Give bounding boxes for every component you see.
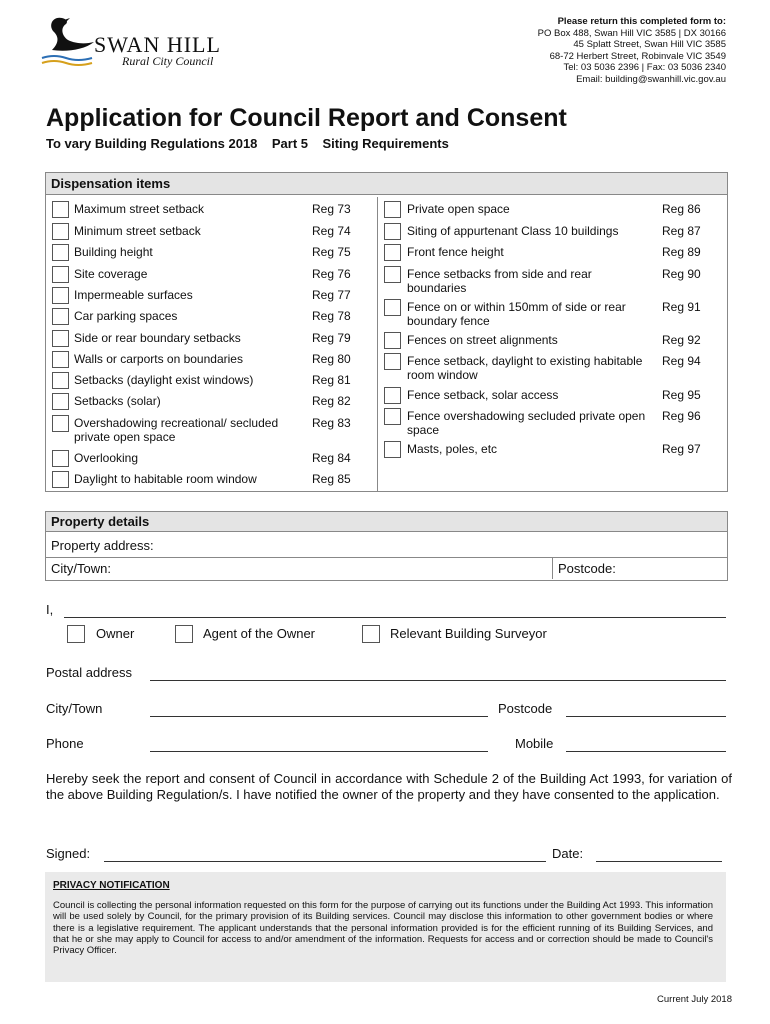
dispensation-item-checkbox[interactable] xyxy=(384,441,401,458)
dispensation-item-checkbox[interactable] xyxy=(52,415,69,432)
dispensation-item-checkbox[interactable] xyxy=(52,330,69,347)
applicant-postcode-line[interactable] xyxy=(566,716,726,717)
dispensation-item-reg: Reg 89 xyxy=(662,245,701,259)
dispensation-item-checkbox[interactable] xyxy=(52,450,69,467)
dispensation-item-reg: Reg 82 xyxy=(312,394,351,408)
contact-heading: Please return this completed form to: xyxy=(557,16,726,27)
dispensation-item-reg: Reg 81 xyxy=(312,373,351,387)
dispensation-item-checkbox[interactable] xyxy=(384,332,401,349)
dispensation-item-label: Private open space xyxy=(407,202,510,216)
contact-line: Tel: 03 5036 2396 | Fax: 03 5036 2340 xyxy=(563,62,726,73)
dispensation-item-label: Walls or carports on boundaries xyxy=(74,352,243,366)
dispensation-item-checkbox[interactable] xyxy=(52,351,69,368)
dispensation-item-reg: Reg 84 xyxy=(312,451,351,465)
dispensation-item-label: Minimum street setback xyxy=(74,224,201,238)
dispensation-item-reg: Reg 95 xyxy=(662,388,701,402)
dispensation-item-reg: Reg 78 xyxy=(312,309,351,323)
property-section xyxy=(45,511,728,581)
applicant-name-label: I, xyxy=(46,602,54,617)
dispensation-item-reg: Reg 75 xyxy=(312,245,351,259)
property-header: Property details xyxy=(46,512,727,532)
dispensation-item-checkbox[interactable] xyxy=(52,244,69,261)
dispensation-item-checkbox[interactable] xyxy=(384,266,401,283)
mobile-line[interactable] xyxy=(566,751,726,752)
dispensation-item-label: Daylight to habitable room window xyxy=(74,472,257,486)
contact-line: Email: building@swanhill.vic.gov.au xyxy=(576,73,726,85)
dispensation-header: Dispensation items xyxy=(46,173,727,195)
dispensation-item-reg: Reg 85 xyxy=(312,472,351,486)
page-title: Application for Council Report and Consent xyxy=(46,104,567,132)
privacy-heading: PRIVACY NOTIFICATION xyxy=(53,880,170,891)
dispensation-item-reg: Reg 73 xyxy=(312,202,351,216)
postal-address-label: Postal address xyxy=(46,665,132,680)
dispensation-item-checkbox[interactable] xyxy=(384,201,401,218)
dispensation-item-checkbox[interactable] xyxy=(52,372,69,389)
dispensation-item-reg: Reg 87 xyxy=(662,224,701,238)
contact-line: 68-72 Herbert Street, Robinvale VIC 3549 xyxy=(549,50,726,62)
dispensation-item-checkbox[interactable] xyxy=(384,387,401,404)
dispensation-item-label: Front fence height xyxy=(407,245,504,259)
dispensation-item-checkbox[interactable] xyxy=(52,308,69,325)
dispensation-item-label: Maximum street setback xyxy=(74,202,205,216)
applicant-name-line[interactable] xyxy=(64,617,726,618)
dispensation-item-label: Masts, poles, etc xyxy=(407,442,498,456)
dispensation-item-label: Setbacks (daylight exist windows) xyxy=(74,373,254,387)
phone-line[interactable] xyxy=(150,751,488,752)
dispensation-item-checkbox[interactable] xyxy=(384,299,401,316)
dispensation-item-reg: Reg 80 xyxy=(312,352,351,366)
dispensation-item-label: Building height xyxy=(74,245,153,259)
privacy-notification xyxy=(45,872,726,982)
dispensation-item-checkbox[interactable] xyxy=(52,266,69,283)
agent-label: Agent of the Owner xyxy=(203,626,316,641)
dispensation-item-checkbox[interactable] xyxy=(52,471,69,488)
dispensation-item-label: Fence setbacks from side and rear boundaries xyxy=(407,267,592,295)
dispensation-item-reg: Reg 86 xyxy=(662,202,701,216)
dispensation-item-checkbox[interactable] xyxy=(384,408,401,425)
mobile-label: Mobile xyxy=(515,736,554,751)
dispensation-item-reg: Reg 92 xyxy=(662,333,701,347)
dispensation-item-reg: Reg 94 xyxy=(662,354,701,368)
dispensation-item-label: Side or rear boundary setbacks xyxy=(74,331,241,345)
dispensation-item-checkbox[interactable] xyxy=(52,287,69,304)
dispensation-item-reg: Reg 96 xyxy=(662,409,701,423)
cell-divider xyxy=(552,557,553,579)
date-label: Date: xyxy=(552,846,584,861)
signature-line[interactable] xyxy=(104,861,546,862)
owner-checkbox[interactable] xyxy=(67,625,85,643)
page-subtitle: To vary Building Regulations 2018 Part 5 Siting Requirements xyxy=(46,136,449,151)
footer-date: Current July 2018 xyxy=(657,994,732,1005)
swan-icon xyxy=(40,14,100,68)
surveyor-checkbox[interactable] xyxy=(362,625,380,643)
dispensation-item-reg: Reg 90 xyxy=(662,267,701,281)
council-logo xyxy=(40,14,240,70)
column-divider xyxy=(377,197,378,491)
dispensation-item-reg: Reg 74 xyxy=(312,224,351,238)
applicant-city-label: City/Town xyxy=(46,701,103,716)
signed-label: Signed: xyxy=(46,846,91,861)
dispensation-item-checkbox[interactable] xyxy=(52,223,69,240)
dispensation-item-label: Setbacks (solar) xyxy=(74,394,161,408)
dispensation-item-reg: Reg 83 xyxy=(312,416,351,430)
dispensation-item-checkbox[interactable] xyxy=(384,244,401,261)
dispensation-item-checkbox[interactable] xyxy=(52,393,69,410)
dispensation-item-reg: Reg 91 xyxy=(662,300,701,314)
postal-address-line[interactable] xyxy=(150,680,726,681)
surveyor-label: Relevant Building Surveyor xyxy=(390,626,547,641)
dispensation-item-label: Fence setback, daylight to existing habitable room window xyxy=(407,354,643,382)
dispensation-item-label: Overlooking xyxy=(74,451,139,465)
owner-label: Owner xyxy=(96,626,135,641)
dispensation-item-label: Site coverage xyxy=(74,267,148,281)
dispensation-item-reg: Reg 97 xyxy=(662,442,701,456)
dispensation-item-reg: Reg 77 xyxy=(312,288,351,302)
dispensation-item-reg: Reg 79 xyxy=(312,331,351,345)
date-line[interactable] xyxy=(596,861,722,862)
dispensation-item-label: Fence setback, solar access xyxy=(407,388,559,402)
applicant-city-line[interactable] xyxy=(150,716,488,717)
contact-block xyxy=(538,16,726,85)
postcode-field[interactable]: Postcode: xyxy=(558,561,616,576)
dispensation-item-checkbox[interactable] xyxy=(384,223,401,240)
dispensation-item-checkbox[interactable] xyxy=(52,201,69,218)
dispensation-section xyxy=(45,172,728,492)
dispensation-item-reg: Reg 76 xyxy=(312,267,351,281)
logo-title: SWAN HILL xyxy=(94,32,221,57)
city-town-field[interactable]: City/Town: xyxy=(51,561,111,576)
property-address-field[interactable]: Property address: xyxy=(51,538,154,553)
logo-subtitle: Rural City Council xyxy=(122,54,214,68)
dispensation-item-label: Fence overshadowing secluded private open space xyxy=(407,409,646,437)
dispensation-item-checkbox[interactable] xyxy=(384,353,401,370)
dispensation-item-label: Fences on street alignments xyxy=(407,333,558,347)
applicant-postcode-label: Postcode xyxy=(498,701,553,716)
contact-line: 45 Splatt Street, Swan Hill VIC 3585 xyxy=(573,39,726,50)
dispensation-item-label: Overshadowing recreational/ secluded private open space xyxy=(74,416,279,444)
privacy-text: Council is collecting the personal information requested on this form for the purpose of carrying out its functions under the Building Act 1993. This information will be used solely by Council, for the primary provision of its Building services. Council may disclose this information to other government bodies or where there is a legislative requirement. The applicant understands that the personal information provided is for the efficient running of its Building Services, and that he or she may apply to Council for access to and/or amendment of the information. Requests for access and or correction should be made to Council's Privacy Officer. xyxy=(53,900,713,957)
declaration-text: Hereby seek the report and consent of Council in accordance with Schedule 2 of the Building Act 1993, for variation of the above Building Regulation/s. I have notified the owner of the property and they have consented to the application. xyxy=(46,771,732,802)
phone-label: Phone xyxy=(46,736,84,751)
row-divider xyxy=(46,557,727,558)
agent-checkbox[interactable] xyxy=(175,625,193,643)
dispensation-item-label: Fence on or within 150mm of side or rear boundary fence xyxy=(407,300,626,328)
contact-line: PO Box 488, Swan Hill VIC 3585 | DX 30166 xyxy=(537,27,726,39)
dispensation-item-label: Impermeable surfaces xyxy=(74,288,193,302)
dispensation-item-label: Car parking spaces xyxy=(74,309,178,323)
dispensation-item-label: Siting of appurtenant Class 10 buildings xyxy=(407,224,619,238)
